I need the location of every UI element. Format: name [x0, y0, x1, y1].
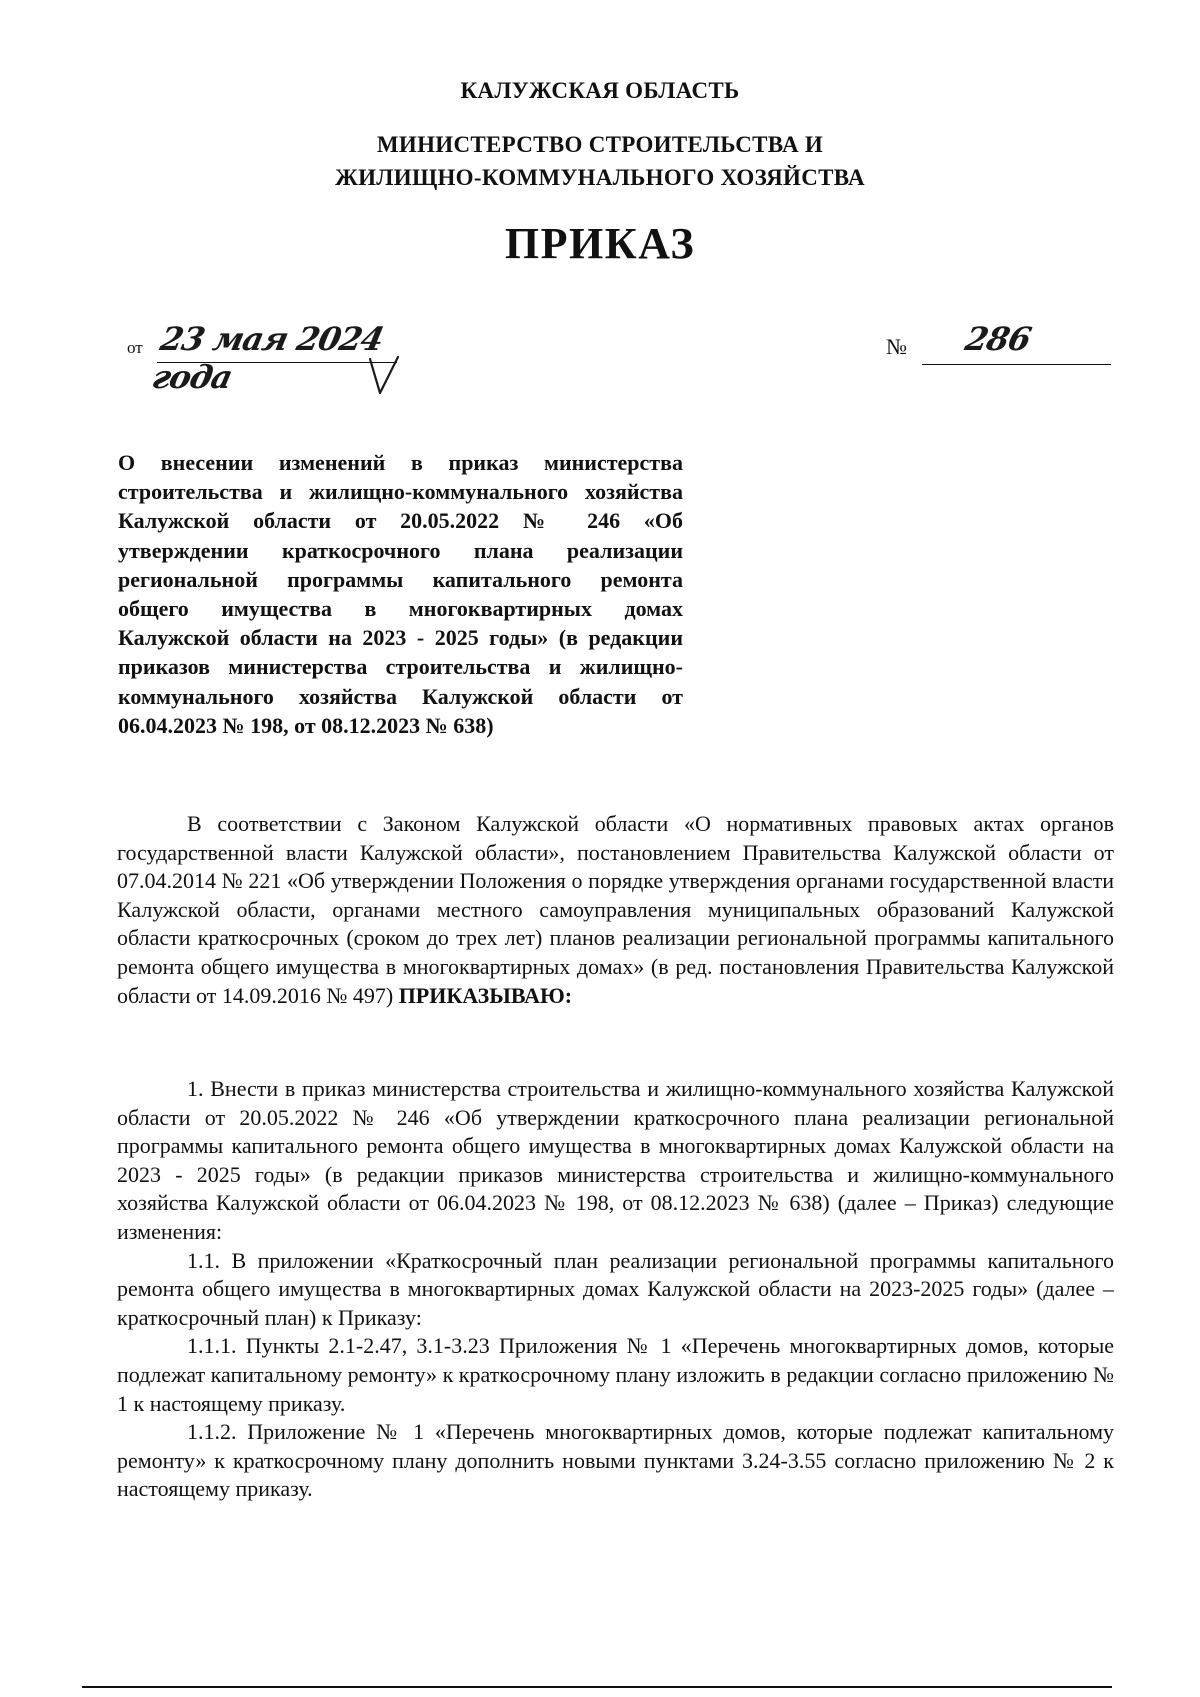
ministry-heading-line-1: МИНИСТЕРСТВО СТРОИТЕЛЬСТВА И [376, 132, 824, 157]
preamble-paragraph [117, 810, 1114, 1010]
footer-rule [82, 1686, 1112, 1688]
order-item-1-1-1: 1.1.1. Пункты 2.1-2.47, 3.1-3.23 Приложения № 1 «Перечень многоквартирных домов, которые подлежат капитальному ремонту» к краткосрочному плану изложить в редакции согласно приложению № 1 к настоящему приказу. [117, 1333, 1114, 1416]
date-underline [157, 362, 397, 363]
order-item-1-1-2: 1.1.2. Приложение № 1 «Перечень многоквартирных домов, которые подлежат капитальному ремонту» к краткосрочному плану дополнить новыми пунктами 3.24-3.55 согласно приложению № 2 к настоящему приказу. [117, 1419, 1114, 1502]
preamble-emphasis: ПРИКАЗЫВАЮ: [398, 982, 573, 1008]
order-subject: О внесении изменений в приказ министерства строительства и жилищно-коммунального хозяйства Калужской области от 20.05.2022 № 246 «Об утверждении краткосрочного плана реализации региональной программы капитального ремонта общего имущества в многоквартирных домах Калужской области на 2023 - 2025 годы» (в редакции приказов министерства строительства и жилищно-коммунального хозяйства Калужской области от 06.04.2023 № 198, от 08.12.2023 № 638) [118, 450, 683, 738]
number-sign: № [886, 334, 907, 359]
order-items [117, 1075, 1114, 1504]
handwritten-checkmark-icon [368, 355, 400, 397]
ministry-heading-line-2: ЖИЛИЩНО-КОММУНАЛЬНОГО ХОЗЯЙСТВА [335, 165, 865, 190]
ministry-heading [0, 128, 1200, 194]
order-item-1: 1. Внести в приказ министерства строительства и жилищно-коммунального хозяйства Калужской области от 20.05.2022 № 246 «Об утверждении краткосрочного плана реализации региональной программы капитального ремонта общего имущества в многоквартирных домах Калужской области на 2023 - 2025 годы» (в редакции приказов министерства строительства и жилищно-коммунального хозяйства Калужской области от 06.04.2023 № 198, от 08.12.2023 № 638) (далее – Приказ) следующие изменения: [117, 1076, 1114, 1244]
number-underline [922, 364, 1111, 365]
handwritten-date: 23 мая 2024 года [148, 320, 387, 396]
date-prefix: от [127, 338, 143, 357]
number-field [886, 320, 1111, 364]
preamble-text: В соответствии с Законом Калужской области «О нормативных правовых актах органов государственной власти Калужской области», постановлением Правительства Калужской области от 07.04.2014 № 221 «Об утверждении Положения о порядке утверждения органами государственной власти Калужской области, органами местного самоуправления муниципальных образований Калужской области краткосрочных (сроком до трех лет) планов реализации региональной программы капитального ремонта общего имущества в многоквартирных домах» (в ред. постановления Правительства Калужской области от 14.09.2016 № 497) [117, 811, 1114, 1008]
handwritten-number: 286 [961, 320, 1034, 358]
region-heading: КАЛУЖСКАЯ ОБЛАСТЬ [460, 78, 740, 103]
document-type-title: ПРИКАЗ [504, 219, 696, 268]
order-item-1-1: 1.1. В приложении «Краткосрочный план реализации региональной программы капитального ремонта общего имущества в многоквартирных домах Калужской области на 2023-2025 годы» (далее – краткосрочный план) к Приказу: [117, 1247, 1114, 1330]
